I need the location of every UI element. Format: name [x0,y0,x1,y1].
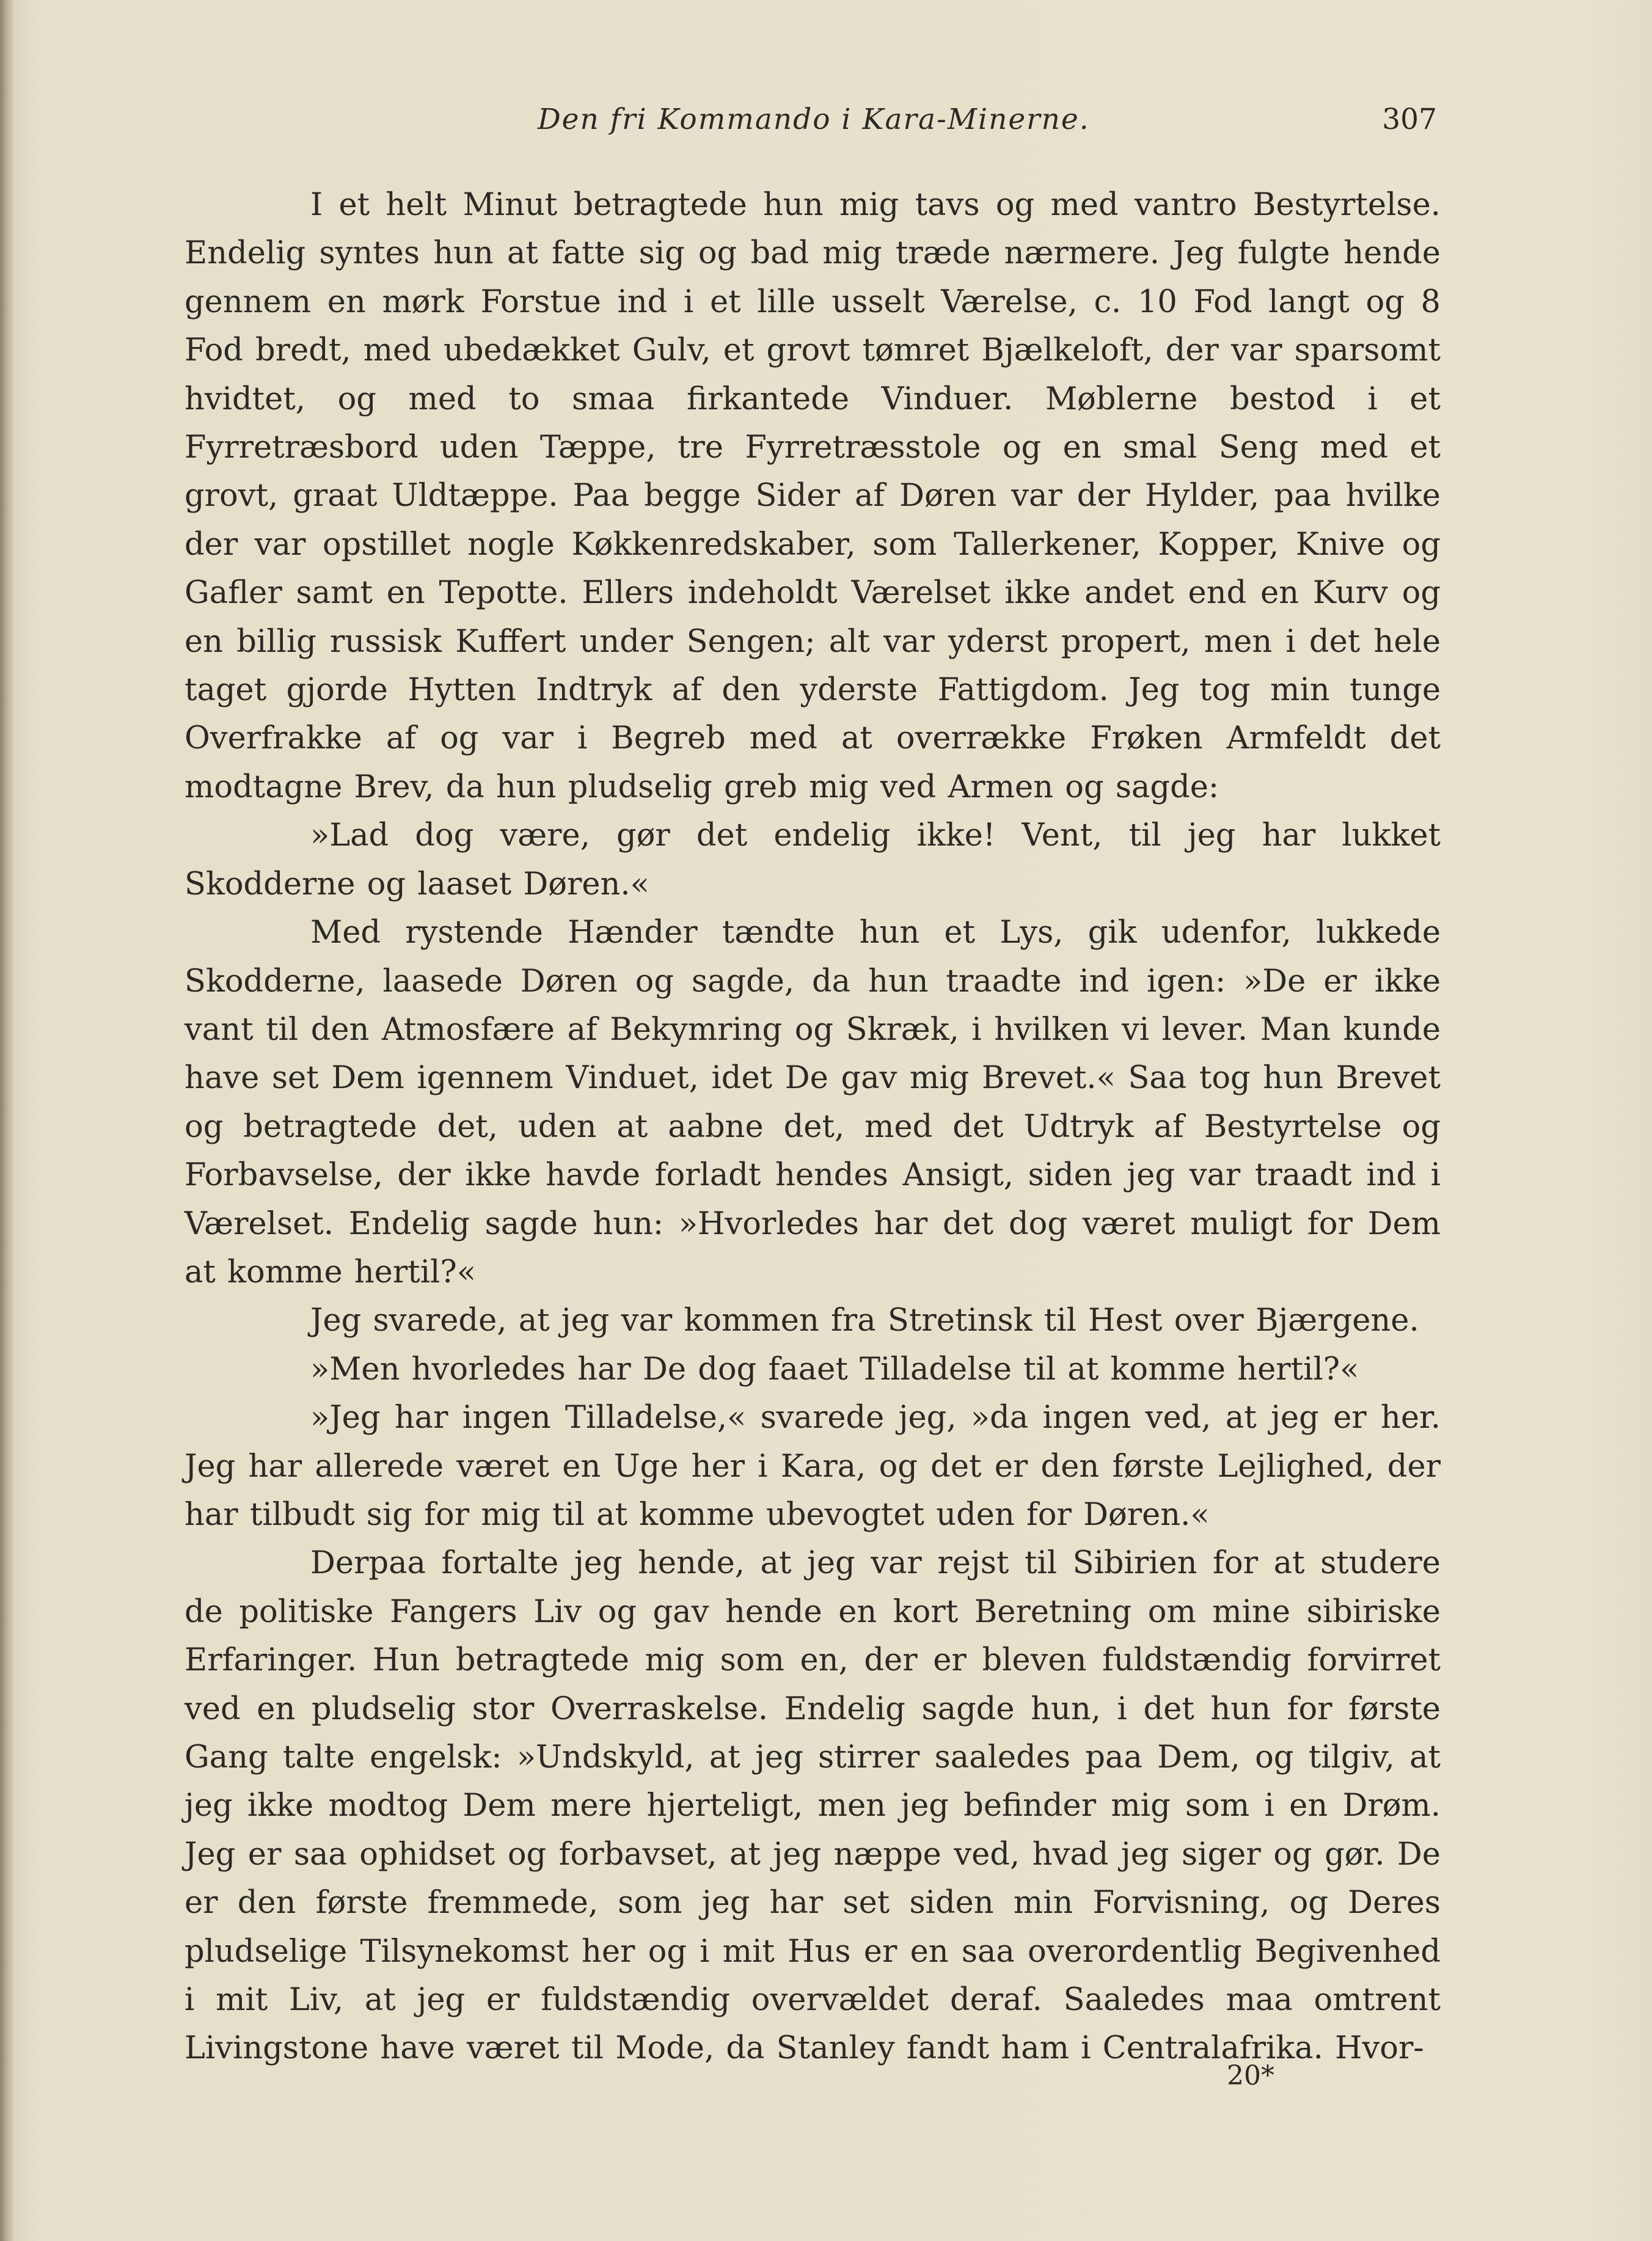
signature-mark: 20* [1227,2060,1274,2091]
paragraph: »Lad dog være, gør det endelig ikke! Vent, til jeg har lukket Skodderne og laaset Døren.« [185,817,1441,902]
paragraph: Derpaa fortalte jeg hende, at jeg var rejst til Sibirien for at studere de politiske Fangers Liv og gav hende en kort Beretning om mine sibiriske Erfaringer. Hun betragtede mig som en, der er bleven fuldstændig forvirret ved en pludselig stor Overraskelse. Endelig sagde hun, i det hun for første Gang talte engelsk: »Undskyld, at jeg stirrer saaledes paa Dem, og tilgiv, at jeg ikke modtog Dem mere hjerteligt, men jeg befinder mig som i en Drøm. Jeg er saa ophidset og forbavset, at jeg næppe ved, hvad jeg siger og gør. De er den første fremmede, som jeg har set siden min Forvisning, og Deres pludselige Tilsynekomst her og i mit Hus er en saa overordentlig Begivenhed i mit Liv, at jeg er fuldstændig overvældet deraf. Saaledes maa omtrent Livingstone have været til Mode, da Stanley fandt ham i Centralafrika. Hvor- [185,1545,1441,2067]
paragraph: »Jeg har ingen Tilladelse,« svarede jeg, »da ingen ved, at jeg er her. Jeg har allerede været en Uge her i Kara, og det er den første Lejlighed, der har tilbudt sig for mig til at komme ubevogtet uden for Døren.« [185,1400,1441,1533]
running-title: Den fri Kommando i Kara-Minerne. [538,103,1090,136]
page-number: 307 [1382,103,1437,136]
paragraph: Med rystende Hænder tændte hun et Lys, gik udenfor, lukkede Skodderne, laasede Døren og sagde, da hun traadte ind igen: »De er ikke vant til den Atmosfære af Bekymring og Skræk, i hvilken vi lever. Man kunde have set Dem igennem Vinduet, idet De gav mig Brevet.« Saa tog hun Brevet og betragtede det, uden at aabne det, med det Udtryk af Bestyrtelse og Forbavselse, der ikke havde forladt hendes Ansigt, siden jeg var traadt ind i Værelset. Endelig sagde hun: »Hvorledes har det dog været muligt for Dem at komme hertil?« [185,915,1441,1290]
book-spine-shadow [0,0,13,2241]
running-head [183,103,1437,145]
paragraph: I et helt Minut betragtede hun mig tavs og med vantro Bestyrtelse. Endelig syntes hun at fatte sig og bad mig træde nærmere. Jeg fulgte hende gennem en mørk Forstue ind i et lille usselt Værelse, c. 10 Fod langt og 8 Fod bredt, med ubedækket Gulv, et grovt tømret Bjælkeloft, der var sparsomt hvidtet, og med to smaa firkantede Vinduer. Møblerne bestod i et Fyrretræsbord uden Tæppe, tre Fyrretræsstole og en smal Seng med et grovt, graat Uldtæppe. Paa begge Sider af Døren var der Hylder, paa hvilke der var opstillet nogle Køkkenredskaber, som Tallerkener, Kopper, Knive og Gafler samt en Tepotte. Ellers indeholdt Værelset ikke andet end en Kurv og en billig russisk Kuffert under Sengen; alt var yderst propert, men i det hele taget gjorde Hytten Indtryk af den yderste Fattigdom. Jeg tog min tunge Overfrakke af og var i Begreb med at overrække Frøken Armfeldt det modtagne Brev, da hun pludselig greb mig ved Armen og sagde: [185,187,1441,805]
body-text [185,181,1441,2073]
paragraph: Jeg svarede, at jeg var kommen fra Stretinsk til Hest over Bjærgene. [310,1303,1419,1339]
paragraph: »Men hvorledes har De dog faaet Tilladelse til at komme hertil?« [310,1351,1359,1387]
